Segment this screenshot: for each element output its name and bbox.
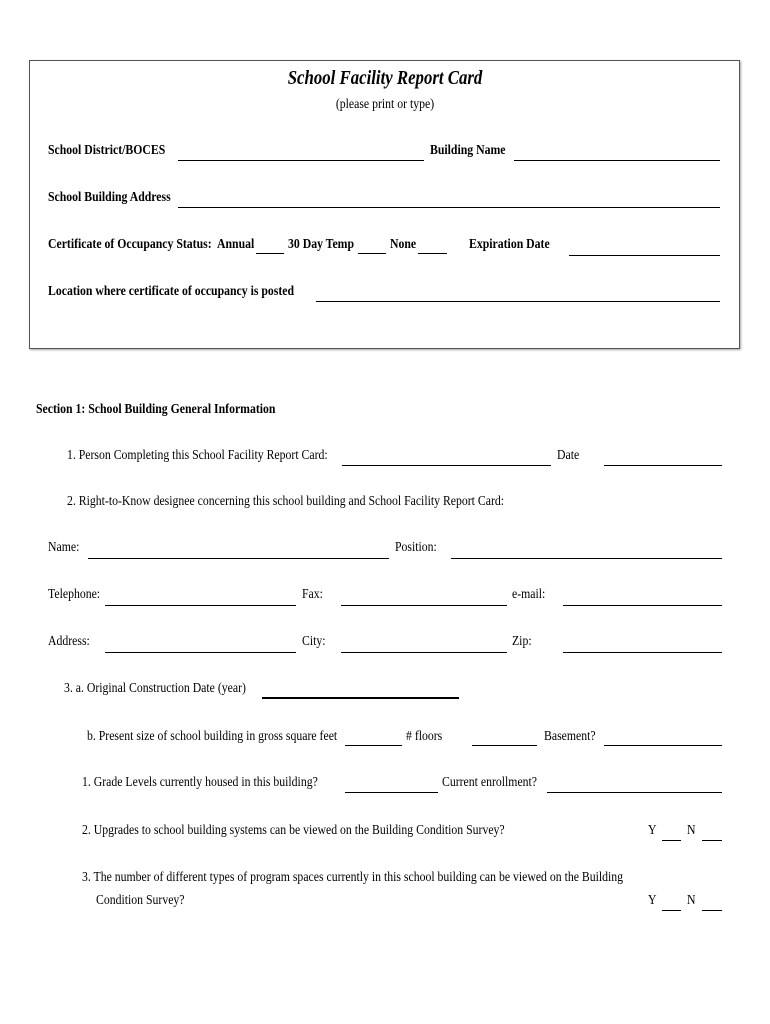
fax-field[interactable]: [341, 605, 507, 606]
zip-field[interactable]: [563, 652, 722, 653]
date-label: Date: [557, 448, 580, 463]
none-field[interactable]: [418, 253, 447, 254]
person-completing-field[interactable]: [342, 465, 551, 466]
position-field[interactable]: [451, 558, 722, 559]
program-spaces-no-field[interactable]: [702, 910, 722, 911]
none-label: None: [390, 237, 417, 252]
city-label: City:: [302, 634, 326, 649]
q3b-label: b. Present size of school building in gross square feet: [87, 729, 338, 744]
basement-field[interactable]: [604, 745, 722, 746]
annual-label: Annual: [217, 237, 255, 252]
annual-field[interactable]: [256, 253, 284, 254]
email-label: e-mail:: [512, 587, 546, 602]
city-field[interactable]: [341, 652, 507, 653]
date-field[interactable]: [604, 465, 722, 466]
floors-field[interactable]: [472, 745, 537, 746]
grade-levels-label: 1. Grade Levels currently housed in this building?: [82, 775, 318, 790]
name-field[interactable]: [88, 558, 389, 559]
occupancy-status-label: Certificate of Occupancy Status:: [48, 237, 212, 252]
name-label: Name:: [48, 540, 80, 555]
grade-levels-field[interactable]: [345, 792, 438, 793]
q2-label: 2. Right-to-Know designee concerning this school building and School Facility Report Card:: [67, 494, 505, 509]
upgrades-no-field[interactable]: [702, 840, 722, 841]
upgrades-n-label: N: [687, 823, 696, 838]
upgrades-yes-field[interactable]: [662, 840, 681, 841]
q3a-label: 3. a. Original Construction Date (year): [64, 681, 246, 696]
basement-label: Basement?: [544, 729, 596, 744]
district-field[interactable]: [178, 160, 424, 161]
construction-date-field[interactable]: [262, 697, 459, 699]
telephone-field[interactable]: [105, 605, 296, 606]
contact-address-field[interactable]: [105, 652, 296, 653]
program-spaces-line2: Condition Survey?: [96, 893, 185, 908]
fax-label: Fax:: [302, 587, 323, 602]
contact-address-label: Address:: [48, 634, 90, 649]
enrollment-label: Current enrollment?: [442, 775, 538, 790]
zip-label: Zip:: [512, 634, 532, 649]
expiration-field[interactable]: [569, 255, 720, 256]
enrollment-field[interactable]: [547, 792, 722, 793]
email-field[interactable]: [563, 605, 722, 606]
district-label: School District/BOCES: [48, 143, 166, 158]
floors-label: # floors: [406, 729, 443, 744]
building-name-field[interactable]: [514, 160, 720, 161]
posted-label: Location where certificate of occupancy is posted: [48, 284, 295, 299]
upgrades-y-label: Y: [648, 823, 657, 838]
upgrades-label: 2. Upgrades to school building systems can be viewed on the Building Condition Survey?: [82, 823, 505, 838]
program-spaces-n-label: N: [687, 893, 696, 908]
form-title: School Facility Report Card: [287, 67, 483, 89]
program-spaces-y-label: Y: [648, 893, 657, 908]
position-label: Position:: [395, 540, 437, 555]
program-spaces-yes-field[interactable]: [662, 910, 681, 911]
program-spaces-line1: 3. The number of different types of program spaces currently in this school building can be viewed on the Building: [82, 870, 624, 885]
address-field[interactable]: [178, 207, 720, 208]
building-name-label: Building Name: [430, 143, 506, 158]
expiration-label: Expiration Date: [469, 237, 550, 252]
gross-square-feet-field[interactable]: [345, 745, 402, 746]
form-subtitle: (please print or type): [335, 97, 435, 112]
section1-title: Section 1: School Building General Information: [36, 402, 276, 417]
address-label: School Building Address: [48, 190, 171, 205]
temp-field[interactable]: [358, 253, 386, 254]
q1-label: 1. Person Completing this School Facility Report Card:: [67, 448, 328, 463]
telephone-label: Telephone:: [48, 587, 101, 602]
posted-field[interactable]: [316, 301, 720, 302]
temp-label: 30 Day Temp: [288, 237, 355, 252]
